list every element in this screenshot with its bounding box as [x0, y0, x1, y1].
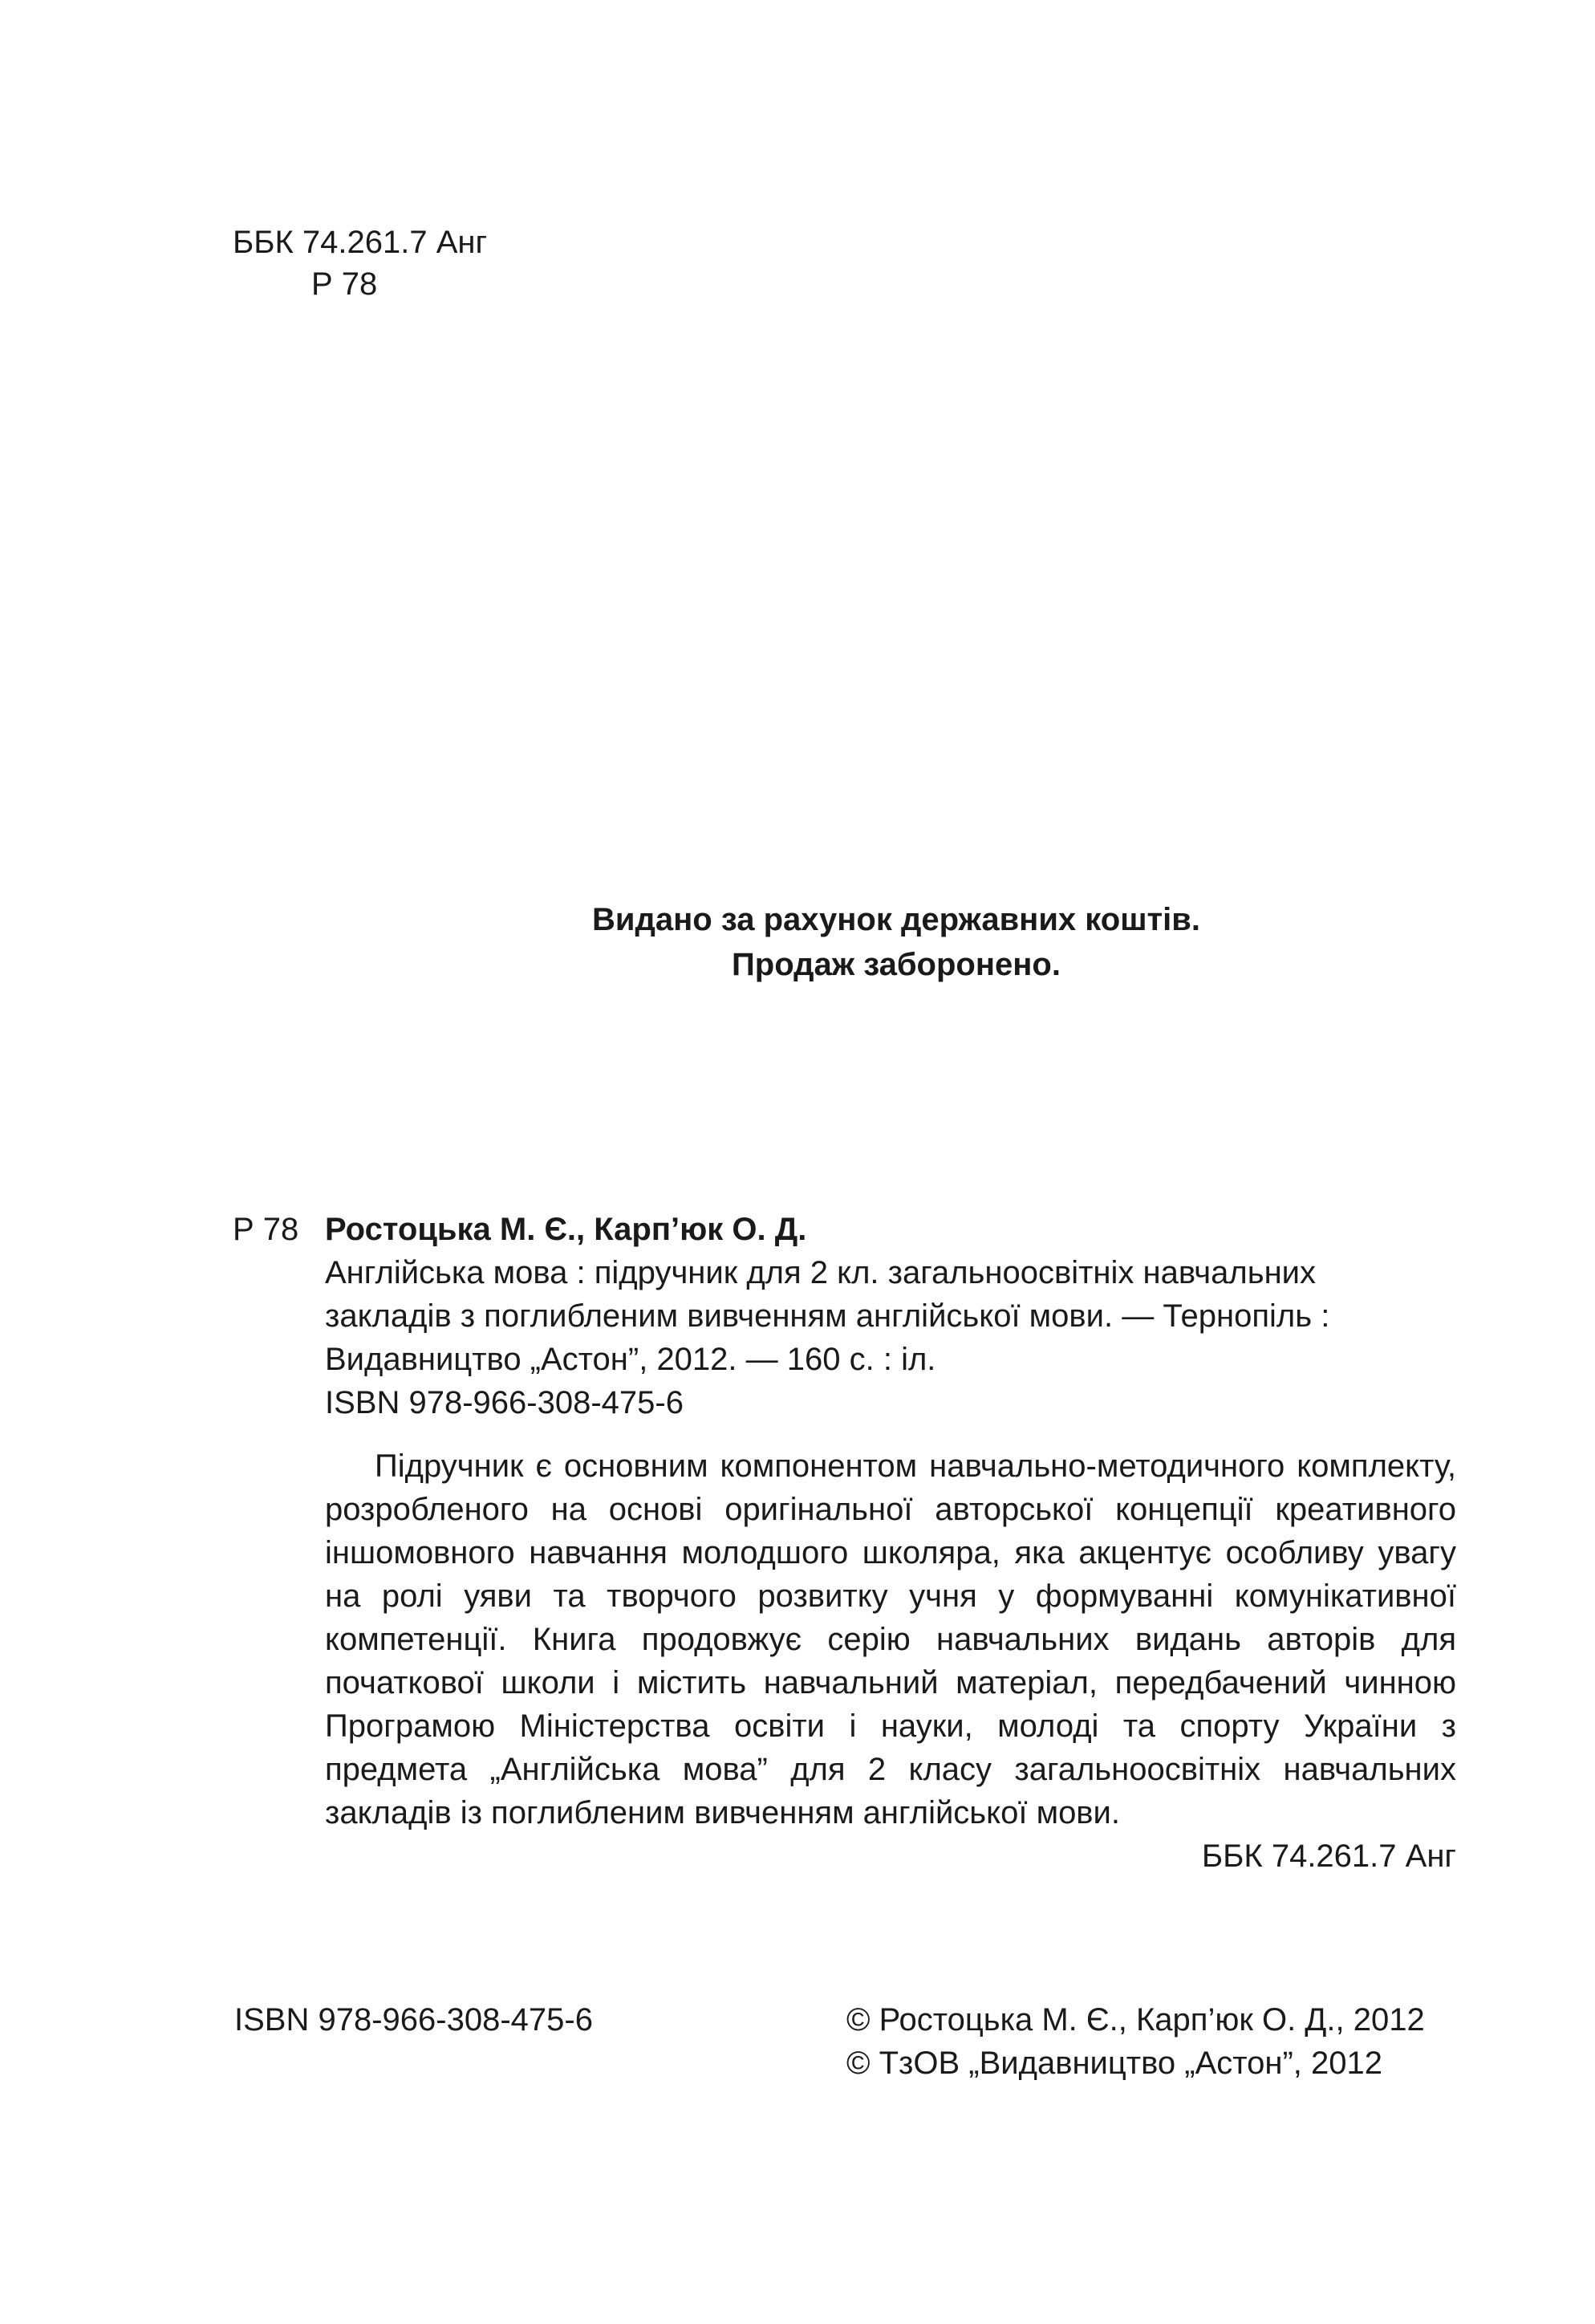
- biblio-authors: Ростоцька М. Є., Карп’юк О. Д.: [325, 1212, 807, 1247]
- notice-line-sale-prohibited: Продаж заборонено.: [732, 947, 1061, 982]
- bbk-header: [233, 221, 487, 305]
- biblio-description-line: Видавництво „Астон”, 2012. — 160 с. : іл.: [325, 1342, 936, 1377]
- copyright-authors: © Ростоцька М. Є., Карп’юк О. Д., 2012: [846, 2002, 1425, 2038]
- biblio-description-line: закладів з поглибленим вивченням англійської мови. — Тернопіль :: [325, 1298, 1330, 1334]
- biblio-author-mark: Р 78: [233, 1212, 299, 1247]
- copyright-block: [846, 1998, 1425, 2085]
- biblio-isbn: ISBN 978-966-308-475-6: [325, 1385, 684, 1420]
- notice-line-funding: Видано за рахунок державних коштів.: [592, 902, 1200, 937]
- biblio-description-line: Англійська мова : підручник для 2 кл. загальноосвітніх навчальних: [325, 1255, 1316, 1290]
- footer-isbn: ISBN 978-966-308-475-6: [234, 2002, 593, 2038]
- annotation-bbk-code: ББК 74.261.7 Анг: [1201, 1838, 1456, 1874]
- state-funding-notice: [0, 897, 1595, 987]
- bbk-code: ББК 74.261.7 Анг: [233, 225, 488, 260]
- copyright-publisher: © ТзОВ „Видавництво „Астон”, 2012: [846, 2046, 1383, 2081]
- author-mark: Р 78: [311, 266, 378, 302]
- annotation: [325, 1444, 1456, 1878]
- annotation-text: Підручник є основним компонентом навчально-методичного комплекту, розробленого на основі оригінальної авторської концепції креативного іншомовного навчання молодшого школяра, яка акцентує особливу увагу на ролі уяви та творчого розвитку учня у формуванні комунікативної компетенції. Книга продовжує серію навчальних видань авторів для початкової школи і містить навчальний матеріал, передбачений чинною Програмою Міністерства освіти і науки, молоді та спорту України з предмета „Англійська мова” для 2 класу загальноосвітніх навчальних закладів із поглибленим вивченням англійської мови.: [325, 1448, 1456, 1830]
- bibliographic-record: [233, 1208, 1460, 1424]
